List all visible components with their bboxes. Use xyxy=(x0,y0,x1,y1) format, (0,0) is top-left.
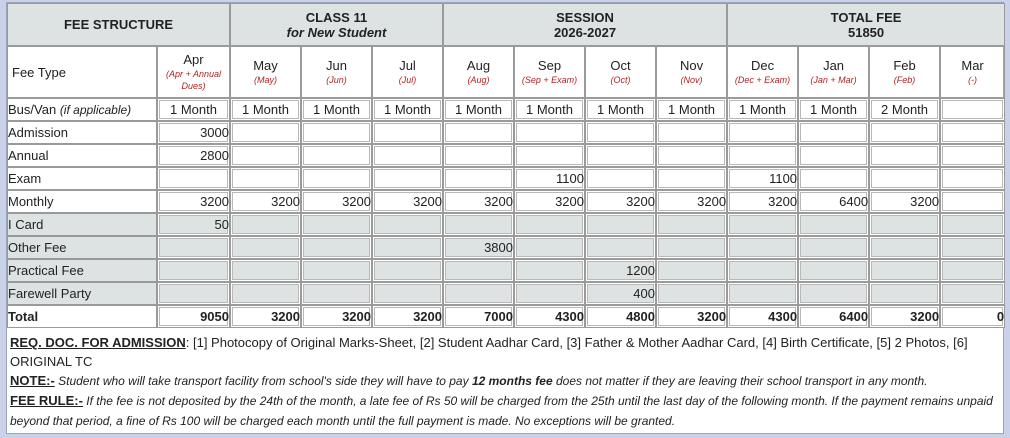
fee-cell xyxy=(157,236,230,259)
fee-cell xyxy=(372,144,443,167)
fee-cell xyxy=(372,167,443,190)
month-header-sep xyxy=(514,46,585,98)
required-documents-title: REQ. DOC. FOR ADMISSION xyxy=(10,335,186,350)
fee-table xyxy=(7,3,1005,328)
fee-cell xyxy=(514,213,585,236)
row-annual xyxy=(7,144,1005,167)
fee-cell: 1 Month xyxy=(514,98,585,121)
fee-cell xyxy=(514,121,585,144)
fee-cell: 3200 xyxy=(656,190,727,213)
fee-cell xyxy=(230,121,301,144)
fee-cell: 3200 xyxy=(301,190,372,213)
fee-cell xyxy=(940,167,1005,190)
fee-cell: 50 xyxy=(157,213,230,236)
row-label xyxy=(7,121,157,144)
fee-cell: 3200 xyxy=(443,190,514,213)
fee-cell xyxy=(727,121,798,144)
row-label xyxy=(7,236,157,259)
fee-cell: 3000 xyxy=(157,121,230,144)
fee-rows xyxy=(7,98,1005,328)
row-label-text: Bus/Van xyxy=(8,102,57,117)
fee-cell xyxy=(372,121,443,144)
fee-cell xyxy=(869,213,940,236)
row-label-note: (if applicable) xyxy=(59,103,132,117)
row-label-text: I Card xyxy=(8,217,44,232)
fee-cell: 4300 xyxy=(514,305,585,328)
row-label xyxy=(7,98,157,121)
month-name: Aug xyxy=(466,58,491,73)
row-label-text: Admission xyxy=(8,125,68,140)
month-header-oct xyxy=(585,46,656,98)
fee-cell xyxy=(798,282,869,305)
fee-cell: 3200 xyxy=(230,305,301,328)
month-name: Sep xyxy=(537,58,562,73)
fee-cell xyxy=(869,282,940,305)
row-label xyxy=(7,305,157,328)
fee-cell: 3200 xyxy=(585,190,656,213)
month-header-jun xyxy=(301,46,372,98)
fee-cell xyxy=(656,121,727,144)
fee-cell xyxy=(869,236,940,259)
fee-cell xyxy=(230,236,301,259)
fee-cell: 6400 xyxy=(798,190,869,213)
fee-cell xyxy=(727,236,798,259)
fee-cell: 6400 xyxy=(798,305,869,328)
fee-cell: 3200 xyxy=(157,190,230,213)
month-header-jan xyxy=(798,46,869,98)
row-other-fee xyxy=(7,236,1005,259)
fee-cell: 1100 xyxy=(727,167,798,190)
fee-cell: 1 Month xyxy=(656,98,727,121)
month-header-nov xyxy=(656,46,727,98)
fee-cell: 4800 xyxy=(585,305,656,328)
fee-cell xyxy=(727,259,798,282)
month-note: (-) xyxy=(968,75,978,85)
session-label: SESSION xyxy=(556,9,614,25)
row-exam xyxy=(7,167,1005,190)
fee-cell: 3800 xyxy=(443,236,514,259)
row-i-card xyxy=(7,213,1005,236)
fee-cell xyxy=(514,236,585,259)
fee-cell xyxy=(940,236,1005,259)
fee-cell xyxy=(443,121,514,144)
row-label-text: Other Fee xyxy=(8,240,67,255)
row-label xyxy=(7,144,157,167)
fee-cell xyxy=(656,144,727,167)
fee-cell: 1 Month xyxy=(727,98,798,121)
fee-cell xyxy=(157,167,230,190)
fee-cell: 1 Month xyxy=(372,98,443,121)
fee-cell xyxy=(798,213,869,236)
month-note: (Apr + Annual Dues) xyxy=(166,69,221,91)
fee-cell: 3200 xyxy=(727,190,798,213)
fee-cell xyxy=(798,236,869,259)
row-monthly xyxy=(7,190,1005,213)
fee-cell xyxy=(940,282,1005,305)
fee-cell: 1 Month xyxy=(798,98,869,121)
fee-cell: 3200 xyxy=(869,305,940,328)
fee-cell xyxy=(656,259,727,282)
fee-cell: 3200 xyxy=(230,190,301,213)
fee-cell: 400 xyxy=(585,282,656,305)
row-label-text: Farewell Party xyxy=(8,286,92,301)
row-label-text: Annual xyxy=(8,148,49,163)
fee-cell xyxy=(869,167,940,190)
row-label-text: Practical Fee xyxy=(8,263,84,278)
fee-cell: 7000 xyxy=(443,305,514,328)
fee-cell xyxy=(157,282,230,305)
fee-rule-text: If the fee is not deposited by the 24th of the month, a late fee of Rs 50 will be charged from the 25th until the last day of the following month. If the payment remains unpaid beyond that period, a fine of Rs 100 will be charged each month until the full payment is made. No exceptions will be granted. xyxy=(10,394,993,428)
fee-cell xyxy=(940,98,1005,121)
month-note: (Jun) xyxy=(326,75,347,85)
fee-cell: 1 Month xyxy=(585,98,656,121)
session-cell xyxy=(443,3,727,46)
fee-cell xyxy=(940,213,1005,236)
fee-cell xyxy=(585,121,656,144)
header-row xyxy=(7,3,1005,46)
fee-cell: 1 Month xyxy=(443,98,514,121)
total-fee-cell xyxy=(727,3,1005,46)
fee-cell xyxy=(940,144,1005,167)
class-title: CLASS 11 xyxy=(305,9,368,25)
row-label xyxy=(7,282,157,305)
row-label xyxy=(7,213,157,236)
fee-cell xyxy=(301,236,372,259)
fee-cell xyxy=(157,259,230,282)
row-label xyxy=(7,167,157,190)
month-name: May xyxy=(253,58,278,73)
fee-cell: 1 Month xyxy=(301,98,372,121)
month-header-mar xyxy=(940,46,1005,98)
fee-structure-document xyxy=(6,2,1004,434)
row-label xyxy=(7,259,157,282)
fee-cell xyxy=(443,167,514,190)
note-text-b: does not matter if they are leaving their school transport in any month. xyxy=(552,374,928,388)
fee-cell xyxy=(301,282,372,305)
class-cell xyxy=(230,3,443,46)
fee-cell xyxy=(230,259,301,282)
fee-cell xyxy=(585,167,656,190)
fee-cell xyxy=(230,144,301,167)
fee-cell xyxy=(585,144,656,167)
fee-cell xyxy=(443,144,514,167)
fee-cell: 2 Month xyxy=(869,98,940,121)
fee-cell xyxy=(230,167,301,190)
month-note: (May) xyxy=(254,75,277,85)
fee-cell xyxy=(514,282,585,305)
total-fee-label: TOTAL FEE xyxy=(830,9,902,25)
month-name: Mar xyxy=(961,58,984,73)
month-name: Apr xyxy=(183,52,204,67)
fee-cell xyxy=(798,259,869,282)
fee-rule xyxy=(10,391,1000,431)
fee-cell: 3200 xyxy=(869,190,940,213)
month-note: (Jan + Mar) xyxy=(810,75,857,85)
fee-cell xyxy=(656,236,727,259)
row-admission xyxy=(7,121,1005,144)
fee-cell xyxy=(727,213,798,236)
month-header-feb xyxy=(869,46,940,98)
month-header-dec xyxy=(727,46,798,98)
month-header-aug xyxy=(443,46,514,98)
month-header-row xyxy=(7,46,1005,98)
fee-cell: 1100 xyxy=(514,167,585,190)
month-name: Dec xyxy=(750,58,775,73)
fee-cell: 1 Month xyxy=(230,98,301,121)
fee-cell xyxy=(798,144,869,167)
fee-cell xyxy=(301,121,372,144)
fee-cell xyxy=(443,259,514,282)
fee-cell xyxy=(230,282,301,305)
fee-cell xyxy=(585,236,656,259)
fee-rule-title: FEE RULE:- xyxy=(10,393,83,408)
fee-cell: 1200 xyxy=(585,259,656,282)
month-note: (Jul) xyxy=(398,75,417,85)
month-header-apr xyxy=(157,46,230,98)
fee-cell xyxy=(443,282,514,305)
fee-cell xyxy=(372,259,443,282)
month-note: (Dec + Exam) xyxy=(734,75,791,85)
notes-section xyxy=(10,333,1000,431)
row-total xyxy=(7,305,1005,328)
fee-cell xyxy=(798,121,869,144)
fee-cell xyxy=(372,213,443,236)
transport-note xyxy=(10,371,1000,391)
fee-cell xyxy=(301,259,372,282)
row-farewell-party xyxy=(7,282,1005,305)
month-note: (Sep + Exam) xyxy=(521,75,578,85)
fee-cell: 3200 xyxy=(372,305,443,328)
fee-cell: 3200 xyxy=(514,190,585,213)
session-value: 2026-2027 xyxy=(553,24,617,40)
fee-structure-title: FEE STRUCTURE xyxy=(7,3,230,46)
fee-cell: 9050 xyxy=(157,305,230,328)
row-label-text: Exam xyxy=(8,171,42,186)
month-header-may xyxy=(230,46,301,98)
month-name: Jun xyxy=(326,58,347,73)
month-note: (Aug) xyxy=(467,75,490,85)
fee-cell xyxy=(514,144,585,167)
fee-cell xyxy=(869,259,940,282)
fee-cell: 3200 xyxy=(656,305,727,328)
fee-cell xyxy=(443,213,514,236)
fee-cell xyxy=(372,236,443,259)
fee-cell xyxy=(585,213,656,236)
fee-cell xyxy=(940,190,1005,213)
fee-cell xyxy=(230,213,301,236)
class-subtitle: for New Student xyxy=(286,24,387,40)
row-label-text: Total xyxy=(8,309,39,324)
fee-cell xyxy=(869,121,940,144)
fee-cell: 3200 xyxy=(301,305,372,328)
fee-cell xyxy=(727,144,798,167)
fee-type-header: Fee Type xyxy=(7,46,157,98)
row-label xyxy=(7,190,157,213)
fee-cell xyxy=(301,213,372,236)
fee-cell: 2800 xyxy=(157,144,230,167)
required-documents-text: : [1] Photocopy of Original Marks-Sheet, [2] Student Aadhar Card, [3] Father & Mother Aadhar Card, [4] Birth Certificate, [5] 2 Photos, [6] ORIGINAL TC xyxy=(10,335,968,369)
month-name: Oct xyxy=(610,58,631,73)
fee-cell xyxy=(301,167,372,190)
month-note: (Oct) xyxy=(610,75,631,85)
fee-cell xyxy=(798,167,869,190)
month-note: (Feb) xyxy=(893,75,916,85)
fee-cell: 4300 xyxy=(727,305,798,328)
note-text-a: Student who will take transport facility from school's side they will have to pay xyxy=(54,374,472,388)
fee-cell: 3200 xyxy=(372,190,443,213)
fee-cell xyxy=(940,121,1005,144)
fee-cell xyxy=(372,282,443,305)
fee-cell xyxy=(656,213,727,236)
fee-cell xyxy=(727,282,798,305)
fee-cell: 1 Month xyxy=(157,98,230,121)
fee-cell xyxy=(940,259,1005,282)
month-name: Jan xyxy=(823,58,845,73)
row-practical-fee xyxy=(7,259,1005,282)
required-documents xyxy=(10,333,1000,371)
fee-cell: 0 xyxy=(940,305,1005,328)
month-name: Jul xyxy=(399,58,416,73)
month-name: Feb xyxy=(893,58,916,73)
fee-cell xyxy=(869,144,940,167)
note-title: NOTE:- xyxy=(10,373,55,388)
total-fee-value: 51850 xyxy=(847,24,885,40)
fee-cell xyxy=(656,282,727,305)
fee-cell xyxy=(656,167,727,190)
month-name: Nov xyxy=(679,58,704,73)
fee-cell xyxy=(514,259,585,282)
month-header-jul xyxy=(372,46,443,98)
month-note: (Nov) xyxy=(680,75,703,85)
fee-cell xyxy=(301,144,372,167)
row-label-text: Monthly xyxy=(8,194,54,209)
note-bold-text: 12 months fee xyxy=(471,374,553,388)
row-bus-van xyxy=(7,98,1005,121)
